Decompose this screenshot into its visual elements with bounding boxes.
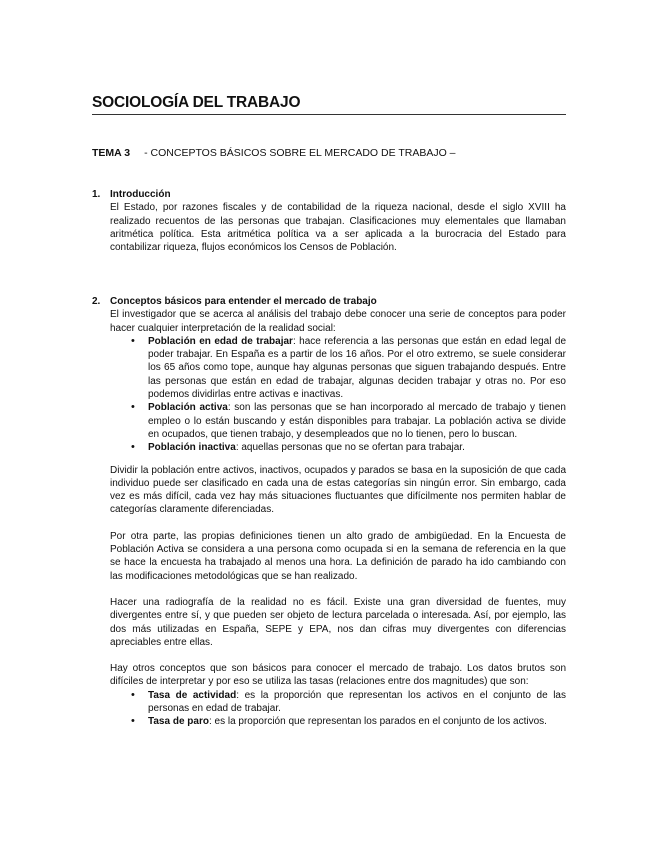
list-item [110, 335, 566, 401]
definition: : hace referencia a las personas que están en edad legal de poder trabajar. En España es a partir de los 16 años. Por el otro extremo, se suele considerar los 65 años como tope, aunque hay algunas personas que siguen trabajando después. Entre las personas que están en edad de trabajar, algunas deciden trabajar y otras no. Por eso podemos dividirlas entre activas e inactivas. [148, 335, 567, 401]
title-underline [92, 114, 566, 115]
list-item [110, 441, 566, 454]
paragraph: Hacer una radiografía de la realidad no es fácil. Existe una gran diversidad de fuentes, muy divergentes entre sí, y que pueden ser objeto de lectura parcelada o interesada. Así, por ejemplo, las dos más utilizadas en España, SEPE y EPA, nos dan cifras muy divergentes con diferencias apreciables entre ellas. [110, 596, 566, 648]
section-heading [92, 188, 566, 201]
section-heading [92, 295, 566, 308]
document-title: SOCIOLOGÍA DEL TRABAJO [92, 94, 301, 111]
paragraph: Hay otros conceptos que son básicos para conocer el mercado de trabajo. Los datos brutos son difíciles de interpretar y por eso se utiliza las tasas (relaciones entre dos magnitudes) que son: [110, 663, 566, 688]
tema-heading [92, 147, 456, 159]
term: Tasa de actividad [148, 689, 237, 701]
list-item [110, 715, 566, 728]
concept-list [110, 335, 566, 455]
term: Población inactiva [148, 442, 236, 454]
section-number: 2. [92, 296, 101, 307]
section-body: El Estado, por razones fiscales y de contabilidad de la riqueza nacional, desde el siglo XVIII ha realizado recuentos de las personas que trabajan. Clasificaciones muy elementales que llamaban aritmética política. Esta aritmética política va a ser aplicada a la burocracia del Estado para contabilizar riqueza, flujos económicos los Censos de Población. [110, 202, 566, 254]
term: Población activa [148, 402, 228, 414]
paragraph: Por otra parte, las propias definiciones tienen un alto grado de ambigüedad. En la Encuesta de Población Activa se considera a una persona como ocupada si en la semana de referencia en la que se hace la encuesta ha trabajado al menos una hora. La definición de parado ha ido cambiando con las modificaciones metodológicas que se han realizado. [110, 530, 566, 582]
section-intro: El investigador que se acerca al análisis del trabajo debe conocer una serie de conceptos para poder hacer cualquier interpretación de la realidad social: [110, 309, 566, 334]
section-conceptos-basicos [92, 295, 566, 729]
definition: : aquellas personas que no se ofertan para trabajar. [235, 442, 465, 454]
paragraph: Dividir la población entre activos, inactivos, ocupados y parados se basa en la suposición de que cada individuo puede ser clasificado en cada una de estas categorías sin ningún error. Sin embargo, cada vez es más difícil, cada vez hay más situaciones fluctuantes que difícilmente nos permiten hablar de categorías claramente diferenciadas. [110, 464, 566, 516]
list-item [110, 689, 566, 716]
tema-subtitle: - CONCEPTOS BÁSICOS SOBRE EL MERCADO DE TRABAJO – [144, 147, 456, 159]
section-title: Introducción [110, 189, 171, 200]
section-number: 1. [92, 189, 101, 200]
section-title: Conceptos básicos para entender el mercado de trabajo [110, 296, 377, 307]
definition: : son las personas que se han incorporado al mercado de trabajo y tienen empleo o lo están buscando y están disponibles para trabajar. La población activa se divide en ocupados, que tienen trabajo, y desempleados que no lo tienen, pero lo buscan. [148, 402, 566, 440]
definition: : es la proporción que representan los activos en el conjunto de las personas en edad de trabajar. [148, 689, 566, 715]
definition: : es la proporción que representan los parados en el conjunto de los activos. [208, 716, 547, 728]
term: Tasa de paro [148, 716, 209, 728]
rate-list [110, 689, 566, 729]
list-item [110, 401, 566, 441]
tema-label: TEMA 3 [92, 147, 131, 159]
section-introduccion [92, 188, 566, 254]
term: Población en edad de trabajar [148, 335, 293, 347]
